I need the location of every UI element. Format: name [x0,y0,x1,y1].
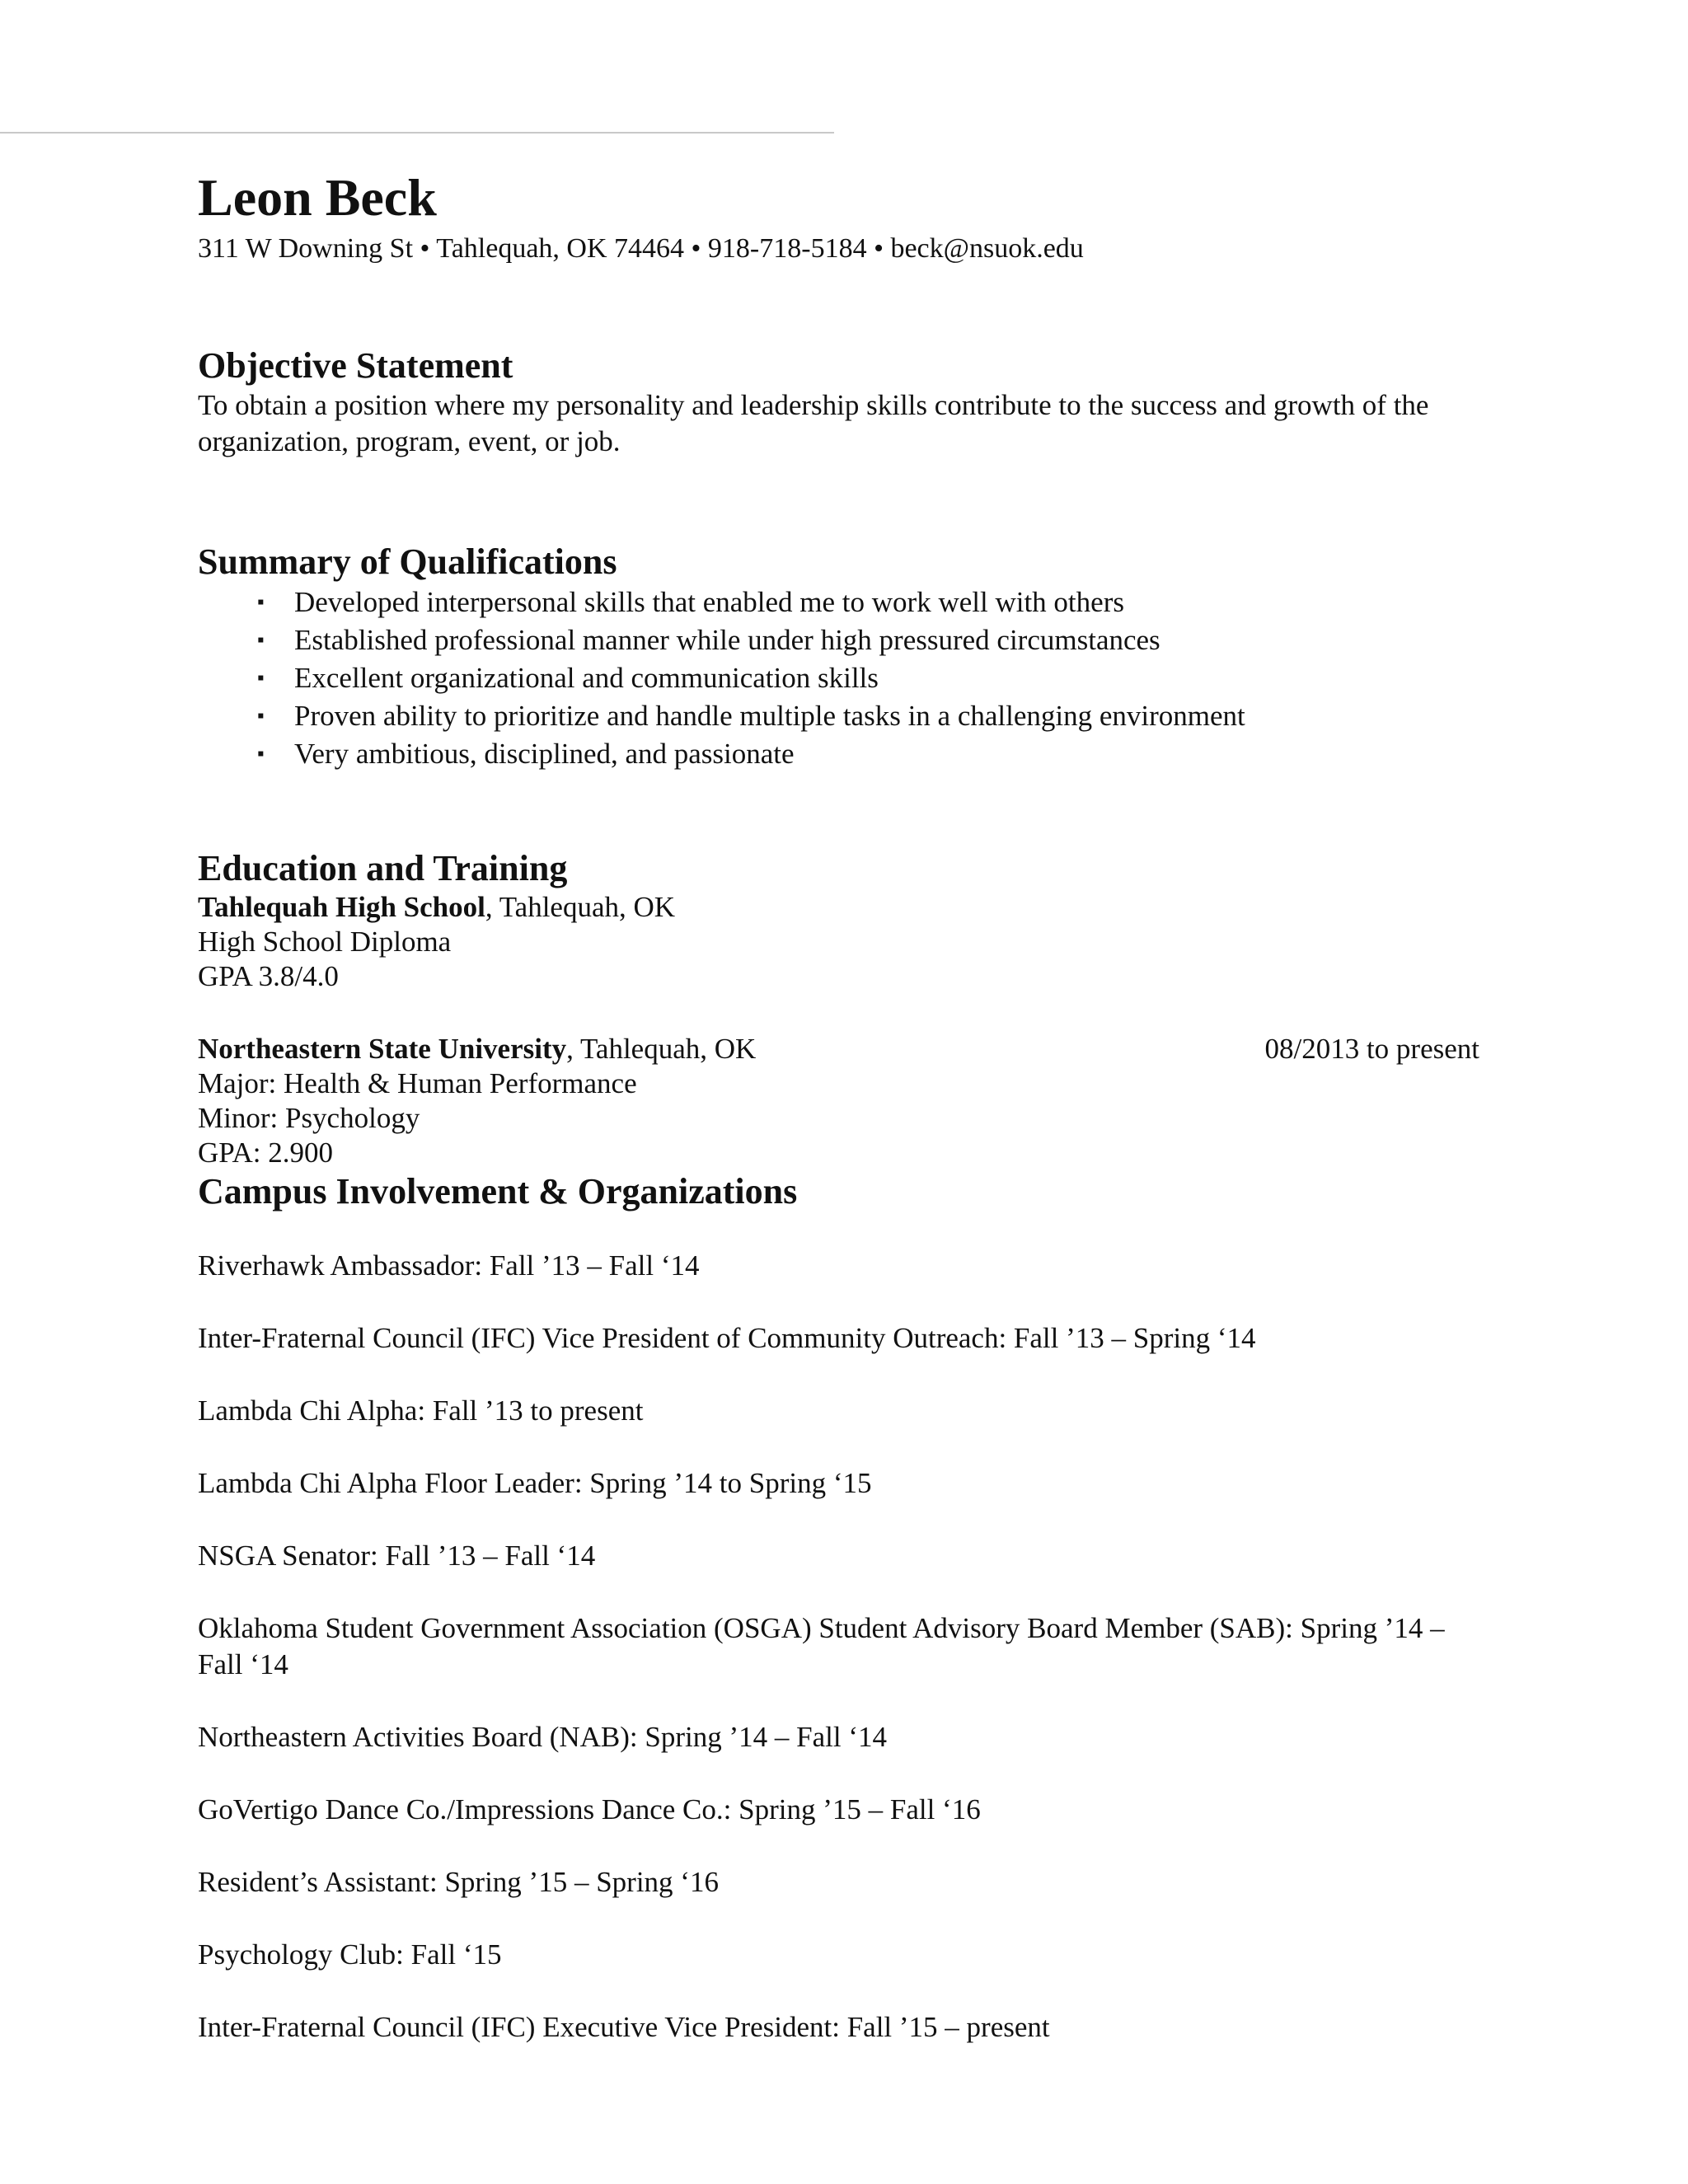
objective-section [198,344,1479,460]
list-item [257,583,1479,621]
list-item [257,621,1479,659]
contact-line: 311 W Downing St • Tahlequah, OK 74464 • 918-718-5184 • beck@nsuok.edu [198,233,1084,264]
bullet-icon: ▪ [257,630,265,651]
school-entry [198,1032,1479,1170]
school-detail: Minor: Psychology [198,1102,420,1134]
education-heading: Education and Training [198,848,568,888]
school-location: , Tahlequah, OK [566,1033,757,1065]
qualifications-section [198,541,1479,773]
list-item: Riverhawk Ambassador: Fall ’13 – Fall ‘14 [198,1249,700,1282]
qualification-text: Proven ability to prioritize and handle multiple tasks in a challenging environment [294,700,1245,732]
objective-text: To obtain a position where my personality and leadership skills contribute to the success and growth of the organization, program, event, or job. [198,389,1429,457]
qualifications-list [198,583,1479,773]
list-item: Lambda Chi Alpha Floor Leader: Spring ’14 to Spring ‘15 [198,1467,872,1499]
list-item: NSGA Senator: Fall ’13 – Fall ‘14 [198,1540,596,1572]
school-detail: GPA: 2.900 [198,1137,334,1169]
list-item: GoVertigo Dance Co./Impressions Dance Co.: Spring ’15 – Fall ‘16 [198,1793,981,1825]
qualification-text: Established professional manner while under high pressured circumstances [294,624,1160,656]
school-header [198,890,1479,925]
education-section [198,847,1479,1170]
school-detail: GPA 3.8/4.0 [198,960,339,992]
candidate-name: Leon Beck [198,168,437,227]
involvement-list [198,1248,1479,2046]
objective-heading: Objective Statement [198,345,513,386]
school-name: Tahlequah High School [198,891,485,923]
list-item: Northeastern Activities Board (NAB): Spring ’14 – Fall ‘14 [198,1721,887,1753]
list-item: Inter-Fraternal Council (IFC) Executive Vice President: Fall ’15 – present [198,2011,1050,2043]
bullet-icon: ▪ [257,668,265,689]
school-dates: 08/2013 to present [1264,1033,1479,1065]
involvement-section [198,1170,1479,2046]
list-item: Oklahoma Student Government Association (OSGA) Student Advisory Board Member (SAB): Spring ’14 – Fall ‘14 [198,1612,1445,1680]
list-item: Resident’s Assistant: Spring ’15 – Spring ‘16 [198,1866,719,1898]
list-item [257,735,1479,773]
top-divider [0,132,834,134]
school-entry [198,890,1479,994]
bullet-icon: ▪ [257,592,265,613]
qualification-text: Very ambitious, disciplined, and passionate [294,738,795,770]
school-detail: High School Diploma [198,926,452,958]
list-item [257,659,1479,697]
bullet-icon: ▪ [257,705,265,727]
list-item: Psychology Club: Fall ‘15 [198,1938,502,1971]
bullet-icon: ▪ [257,743,265,765]
qualifications-heading: Summary of Qualifications [198,541,617,582]
list-item: Lambda Chi Alpha: Fall ’13 to present [198,1394,644,1427]
list-item: Inter-Fraternal Council (IFC) Vice President of Community Outreach: Fall ’13 – Spring ‘14 [198,1322,1256,1354]
qualification-text: Developed interpersonal skills that enabled me to work well with others [294,586,1124,618]
school-header [198,1032,1479,1066]
list-item [257,697,1479,735]
school-name: Northeastern State University [198,1033,567,1065]
resume-page [198,165,1479,2082]
school-detail: Major: Health & Human Performance [198,1067,637,1099]
involvement-heading: Campus Involvement & Organizations [198,1171,798,1212]
school-location: , Tahlequah, OK [485,891,676,923]
qualification-text: Excellent organizational and communication skills [294,662,879,694]
